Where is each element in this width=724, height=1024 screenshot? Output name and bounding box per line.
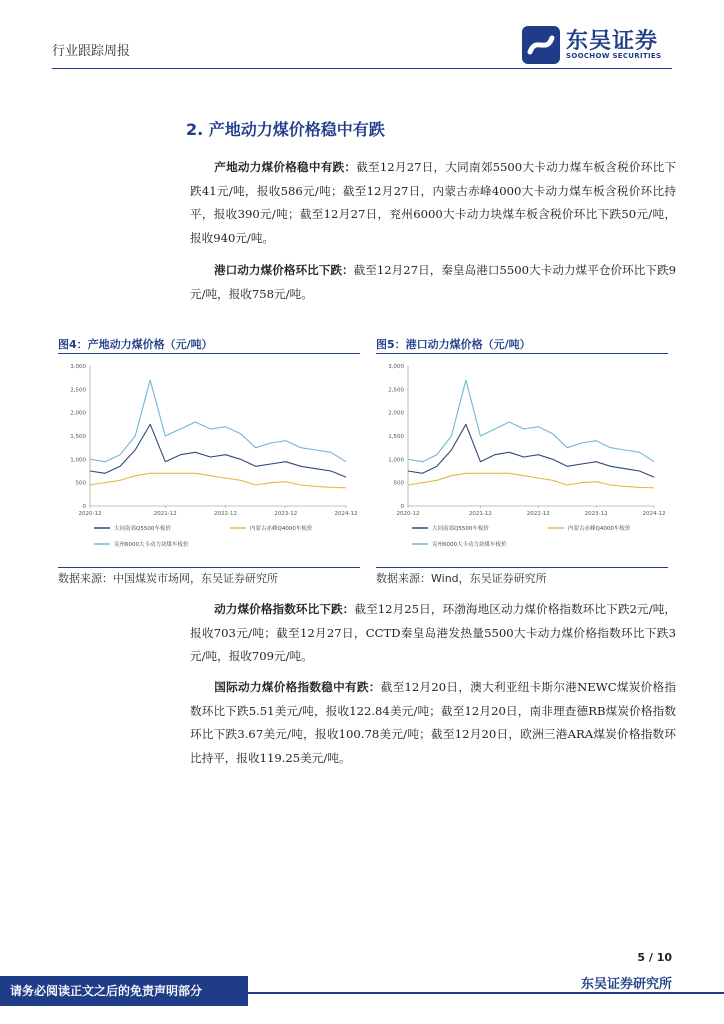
paragraph-text: 截至12月27日，秦皇岛港口5500大卡动力煤平仓价环比下跌9元/吨，报收758元/吨。	[190, 263, 676, 301]
paragraph-lead: 产地动力煤价格稳中有跌：	[214, 160, 357, 174]
figure-5-title-rule	[376, 353, 668, 354]
figure-4-source: 数据来源：中国煤炭市场网，东吴证券研究所	[58, 572, 278, 585]
paragraph-text: 截至12月27日，大同南郊5500大卡动力煤车板含税价环比下跌41元/吨，报收586元/吨；截至12月27日，内蒙古赤峰4000大卡动力煤车板含税价环比持平，报收390元/吨；截至12月27日，兖州6000大卡动力块煤车板含税价环比下跌50元/吨，报收940元/吨。	[190, 160, 676, 245]
paragraph-lead: 港口动力煤价格环比下跌：	[214, 263, 354, 277]
y-tick-label: 500	[393, 480, 404, 487]
x-tick-label: 2023-12	[274, 511, 298, 517]
x-tick-label: 2020-12	[78, 511, 102, 517]
legend-label: 大同南郊Q5500车板价	[114, 526, 171, 532]
paragraph-origin-coal	[190, 156, 676, 250]
brand-name: 东吴证券	[566, 29, 659, 54]
paragraph-text: 截至12月25日，环渤海地区动力煤价格指数环比下跌2元/吨，报收703元/吨；截至12月27日，CCTD秦皇岛港发热量5500大卡动力煤价格指数环比下跌3元/吨，报收709元/吨。	[190, 602, 676, 663]
x-tick-label: 2022-12	[526, 511, 550, 517]
y-tick-label: 2,000	[388, 410, 404, 417]
figure-4-chart	[58, 356, 360, 564]
header-divider	[52, 68, 672, 69]
figure-4-bottom-rule	[58, 567, 360, 568]
page-number: 5 / 10	[637, 951, 672, 964]
legend-label: 兖州6000大卡动力块煤车板价	[432, 542, 507, 548]
paragraph-text: 截至12月20日，澳大利亚纽卡斯尔港NEWC煤炭价格指数环比下跌5.51美元/吨，报收122.84美元/吨；截至12月20日，南非理查德RB煤炭价格指数环比下跌3.67美元/吨，报收100.78美元/吨；截至12月20日，欧洲三港ARA煤炭价格指数环比持平，报收119.25美元/吨。	[190, 680, 676, 765]
figure-4-title: 图4：产地动力煤价格（元/吨）	[58, 338, 213, 351]
series-line	[408, 473, 654, 488]
legend-label: 大同南郊Q5500车板价	[432, 526, 489, 532]
legend-label: 内蒙古赤峰Q4000车板价	[568, 526, 631, 532]
figure-5-bottom-rule	[376, 567, 668, 568]
x-tick-label: 2022-12	[214, 511, 238, 517]
series-line	[90, 473, 346, 488]
series-line	[408, 424, 654, 477]
x-tick-label: 2024-12	[642, 511, 666, 517]
y-tick-label: 0	[82, 504, 86, 510]
figure-5-chart	[376, 356, 668, 564]
y-tick-label: 1,000	[388, 457, 404, 464]
report-type: 行业跟踪周报	[52, 44, 131, 59]
y-tick-label: 3,000	[70, 364, 86, 370]
y-tick-label: 3,000	[388, 364, 404, 370]
paragraph-index	[190, 598, 676, 669]
x-tick-label: 2024-12	[334, 511, 358, 517]
y-tick-label: 2,500	[388, 387, 404, 394]
x-tick-label: 2021-12	[468, 511, 492, 517]
y-tick-label: 0	[400, 504, 404, 510]
disclaimer-banner[interactable]: 请务必阅读正文之后的免责声明部分	[0, 976, 248, 1006]
footer-org: 东吴证券研究所	[580, 977, 672, 992]
brand-name-en: SOOCHOW SECURITIES	[566, 52, 662, 60]
x-tick-label: 2021-12	[153, 511, 177, 517]
y-tick-label: 500	[75, 480, 86, 487]
legend-label: 内蒙古赤峰Q4000车板价	[250, 526, 313, 532]
series-line	[90, 380, 346, 462]
figure-4-title-rule	[58, 353, 360, 354]
y-tick-label: 1,500	[70, 434, 86, 440]
x-tick-label: 2023-12	[584, 511, 608, 517]
paragraph-international	[190, 676, 676, 770]
section-title: 2. 产地动力煤价格稳中有跌	[186, 120, 385, 139]
series-line	[90, 424, 346, 477]
figure-5-title: 图5：港口动力煤价格（元/吨）	[376, 338, 531, 351]
series-line	[408, 380, 654, 462]
y-tick-label: 1,500	[388, 434, 404, 440]
y-tick-label: 2,500	[70, 387, 86, 394]
figure-5-source: 数据来源：Wind，东吴证券研究所	[376, 572, 547, 585]
y-tick-label: 1,000	[70, 457, 86, 464]
x-tick-label: 2020-12	[396, 511, 420, 517]
brand-logo-icon	[522, 26, 560, 64]
legend-label: 兖州6000大卡动力块煤车板价	[114, 542, 189, 548]
paragraph-port-coal	[190, 259, 676, 306]
paragraph-lead: 动力煤价格指数环比下跌：	[214, 602, 355, 616]
y-tick-label: 2,000	[70, 410, 86, 417]
paragraph-lead: 国际动力煤价格指数稳中有跌：	[214, 680, 381, 694]
